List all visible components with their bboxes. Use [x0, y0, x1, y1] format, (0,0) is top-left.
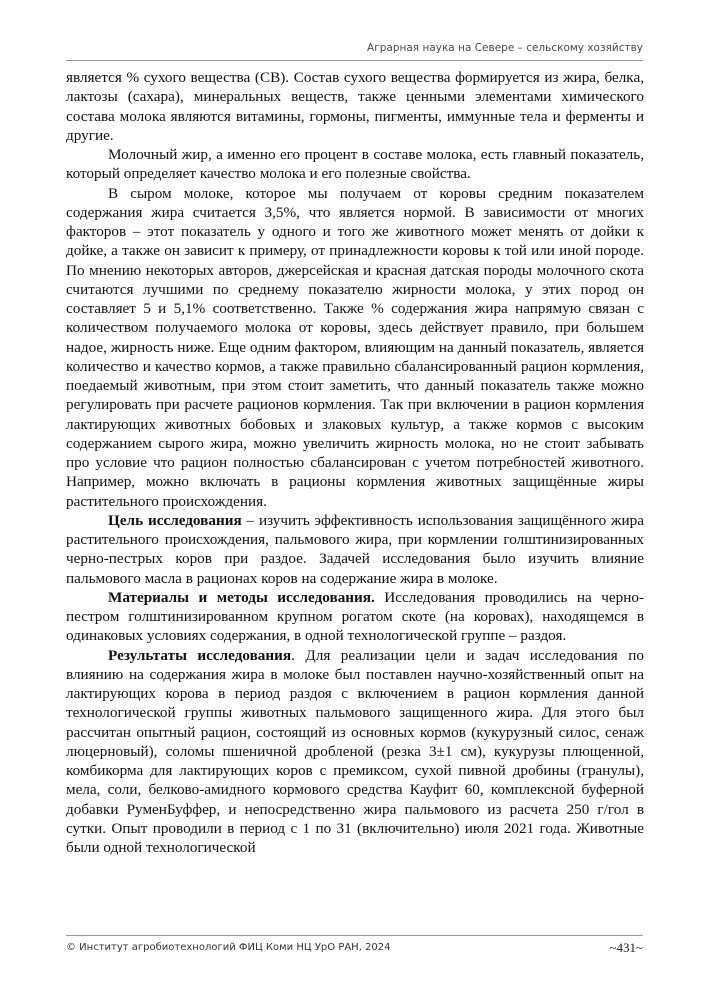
- paragraph-fat-factors: В сыром молоке, которое мы получаем от коровы средним показателем содержания жира считается 3,5%, что является нормой. В зависимости от многих факторов – этот показатель у одного и того же животного может менять от дойки к дойке, а также он зависит к примеру, от принадлежности коровы к той или иной породе. По мнению некоторых авторов, джерсейская и красная датская породы молочного скота считаются лучшими по среднему показателю жирности молока, у этих пород он составляет 5 и 5,1% соответственно. Также % содержания жира напрямую связан с количеством получаемого молока от коровы, здесь действует правило, при большем надое, жирность ниже. Еще одним фактором, влияющим на данный показатель, является количество и качество кормов, а также правильно сбалансированный рацион кормления, поедаемый животным, при этом стоит заметить, что данный показатель также можно регулировать при расчете рационов кормления. Так при включении в рацион кормления лактирующих животных бобовых и злаковых культур, а также кормов с высоким содержанием сырого жира, можно увеличить жирность молока, но не стоит забывать про условие что рацион полностью сбалансирован с учетом потребностей животного. Например, можно включать в рационы кормления животных защищённые жиры растительного происхождения.: [66, 184, 644, 510]
- running-header: [66, 38, 643, 58]
- running-title: Аграрная наука на Севере – сельскому хозяйству: [367, 42, 643, 54]
- footer-divider: [66, 935, 643, 936]
- page-number: ~431~: [609, 940, 643, 955]
- materials-methods-heading: Материалы и методы исследования.: [108, 588, 375, 606]
- header-divider: [66, 60, 643, 61]
- paragraph-research-goal: Цель исследования – изучить эффективность использования защищённого жира растительного происхождения, пальмового жира, при кормлении голштинизированных черно-пестрых коров при раздое. Задачей исследования было изучить влияние пальмового масла в рационах коров на содержание жира в молоке.: [66, 511, 644, 587]
- paragraph-milk-fat: Молочный жир, а именно его процент в составе молока, есть главный показатель, который определяет качество молока и его полезные свойства.: [66, 146, 644, 183]
- paragraph-materials-methods: Материалы и методы исследования. Исследования проводились на черно-пестром голштинизированном крупном рогатом скоте (на коровах), находящемся в одинаковых условиях содержания, в одной технологической группе – раздоя.: [66, 588, 644, 645]
- paragraph-results: Результаты исследования. Для реализации цели и задач исследования по влиянию на содержания жира в молоке был поставлен научно-хозяйственный опыт на лактирующих корова в период раздоя с включением в рацион кормления данной технологической группы животных пальмового защищенного жира. Для этого был рассчитан опытный рацион, состоящий из основных кормов (кукурузный силос, сенаж люцерновый), соломы пшеничной дробленой (резка 3±1 см), кукурузы плющенной, комбикорма для лактирующих коров с премиксом, сухой пивной дробины (гранулы), мела, соли, белково-амидного кормового средства Кауфит 60, комплексной буферной добавки РуменБуффер, и непосредственно жира пальмового из расчета 250 г/гол в сутки. Опыт проводили в период с 1 по 31 (включительно) июля 2021 года. Животные были одной технологической: [66, 646, 644, 856]
- article-body: [66, 68, 644, 857]
- footer-copyright: © Институт агробиотехнологий ФИЦ Коми НЦ УрО РАН, 2024: [66, 942, 391, 953]
- results-heading: Результаты исследования: [108, 646, 292, 664]
- paragraph-continuation: является % сухого вещества (СВ). Состав сухого вещества формируется из жира, белка, лактозы (сахара), минеральных веществ, также ценными элементами химического состава молока являются витамины, гормоны, пигменты, иммунные тела и ферменты и другие.: [66, 69, 644, 144]
- research-goal-heading: Цель исследования: [108, 511, 242, 529]
